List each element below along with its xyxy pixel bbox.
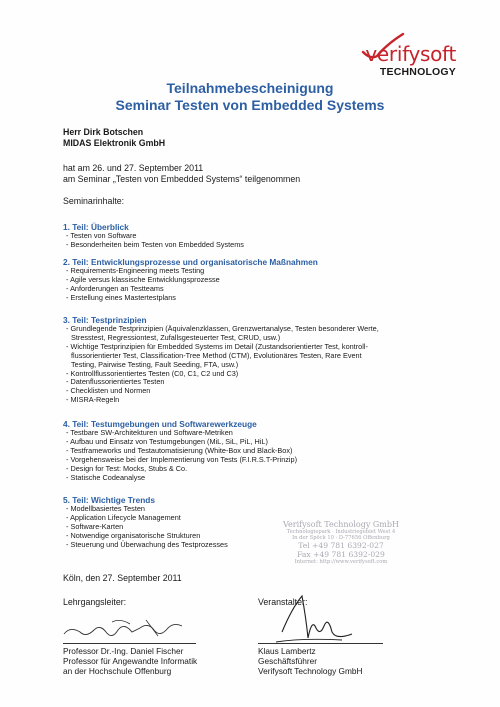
- list-item: - Modellbasiertes Testen: [66, 504, 145, 513]
- stamp-address-1: Technologiepark · Industriegebiet West 4: [286, 529, 396, 535]
- left-signature-title: Professor für Angewandte Informatik: [63, 656, 198, 667]
- list-item: - Steuerung und Überwachung des Testprozesses: [66, 539, 228, 549]
- list-item: - Statische Codeanalyse: [66, 472, 146, 482]
- stamp-company: Verifysoft Technology GmbH: [283, 520, 399, 529]
- list-item-continuation: Stresstest, Regressiontest, Zufallsgesteuerter Test, CRUD, usw.): [71, 332, 281, 342]
- left-signature-role: Lehrgangsleiter:: [63, 597, 127, 607]
- list-item: - Notwendige organisatorische Strukturen: [66, 530, 201, 540]
- participant-company: MIDAS Elektronik GmbH: [63, 137, 166, 148]
- seminar-title: Seminar Testen von Embedded Systems: [115, 97, 385, 113]
- stamp-address-2: In der Spöck 10 · D-77656 Offenburg: [292, 535, 390, 542]
- list-item: - Design for Test: Mocks, Stubs & Co.: [66, 463, 188, 473]
- section-list-3: [66, 325, 379, 405]
- list-item: - Wichtige Testprinzipien für Embedded Systems im Detail (Zustandsorientierter Test, kontroll-: [66, 341, 368, 351]
- certificate-title: Teilnahmebescheinigung: [166, 80, 334, 96]
- right-signature-text: [258, 646, 363, 677]
- stamp-phone: Tel +49 781 6392-027: [298, 541, 384, 551]
- section-list-5: [66, 505, 228, 550]
- section-heading-2: 2. Teil: Entwicklungsprozesse und organisatorische Maßnahmen: [63, 257, 318, 267]
- contents-heading: Seminarinhalte:: [63, 196, 125, 206]
- right-signature-image: [262, 588, 362, 648]
- section-heading-1: 1. Teil: Überblick: [63, 222, 129, 232]
- left-signature-image: [60, 614, 190, 644]
- attendance-block: [63, 163, 300, 184]
- left-signature-line: [63, 643, 196, 644]
- participant-block: [63, 127, 165, 148]
- list-item: - Application Lifecycle Management: [66, 512, 181, 522]
- logo-wordmark: verifysoft: [365, 42, 456, 66]
- list-item: - Vorgehensweise bei der Implementierung von Tests (F.I.R.S.T-Prinzip): [66, 454, 298, 464]
- participant-name: Herr Dirk Botschen: [63, 127, 144, 137]
- place-date: Köln, den 27. September 2011: [63, 573, 182, 583]
- list-item: - Erstellung eines Mastertestplans: [66, 292, 176, 302]
- list-item: - MISRA-Regeln: [66, 395, 120, 405]
- list-item: - Requirements-Engineering meets Testing: [66, 266, 205, 275]
- left-signature-text: [63, 646, 197, 677]
- section-heading-4: 4. Teil: Testumgebungen und Softwarewerkzeuge: [63, 419, 257, 429]
- list-item: - Aufbau und Einsatz von Testumgebungen (MiL, SiL, PiL, HiL): [66, 436, 268, 446]
- attendance-seminar: am Seminar „Testen von Embedded Systems“ teilgenommen: [63, 173, 301, 184]
- section-heading-5: 5. Teil: Wichtige Trends: [63, 495, 155, 505]
- stamp-fax: Fax +49 781 6392-029: [297, 550, 385, 560]
- list-item: - Grundlegende Testprinzipien (Äquivalenzklassen, Grenzwertanalyse, Testen besonderer Werte,: [66, 324, 379, 333]
- list-item: - Checklisten und Normen: [66, 386, 151, 396]
- list-item-continuation: Testing, Pairwise Testing, Fault Seeding, FTA, usw.): [71, 359, 239, 369]
- right-signature-role: Veranstalter:: [258, 597, 308, 607]
- list-item: - Testen von Software: [66, 231, 137, 240]
- right-signature-company: Verifysoft Technology GmbH: [258, 666, 363, 677]
- left-signature-affiliation: an der Hochschule Offenburg: [63, 666, 172, 677]
- section-list-1: [66, 232, 244, 250]
- logo-subtitle: TECHNOLOGY: [379, 66, 456, 78]
- right-signature-line: [258, 643, 383, 644]
- list-item: - Anforderungen an Testteams: [66, 283, 164, 293]
- list-item: - Software-Karten: [66, 521, 124, 531]
- list-item-continuation: flussorientierter Test, Classification-Tree Method (CTM), Evolutionäres Testen, Rare Event: [71, 350, 362, 360]
- list-item: - Agile versus klassische Entwicklungsprozesse: [66, 274, 220, 284]
- list-item: - Testframeworks und Testautomatisierung (White-Box und Black-Box): [66, 445, 293, 455]
- list-item: - Besonderheiten beim Testen von Embedded Systems: [66, 239, 244, 249]
- section-list-2: [66, 267, 220, 303]
- left-signature-name: Professor Dr.-Ing. Daniel Fischer: [63, 646, 184, 656]
- right-signature-name: Klaus Lambertz: [258, 646, 316, 656]
- company-stamp: [281, 520, 401, 566]
- list-item: - Testbare SW-Architekturen und Software-Metriken: [66, 428, 233, 437]
- right-signature-title: Geschäftsführer: [258, 656, 318, 667]
- list-item: - Kontrollflussorientiertes Testen (C0, C1, C2 und C3): [66, 368, 239, 378]
- stamp-web: Internet: http://www.verifysoft.com: [294, 559, 388, 566]
- attendance-dates: hat am 26. und 27. September 2011: [63, 163, 204, 173]
- verifysoft-logo: [365, 44, 456, 78]
- section-heading-3: 3. Teil: Testprinzipien: [63, 315, 147, 325]
- list-item: - Datenflussorientiertes Testen: [66, 377, 165, 387]
- section-list-4: [66, 429, 297, 482]
- logo-swoosh-icon: [361, 30, 405, 66]
